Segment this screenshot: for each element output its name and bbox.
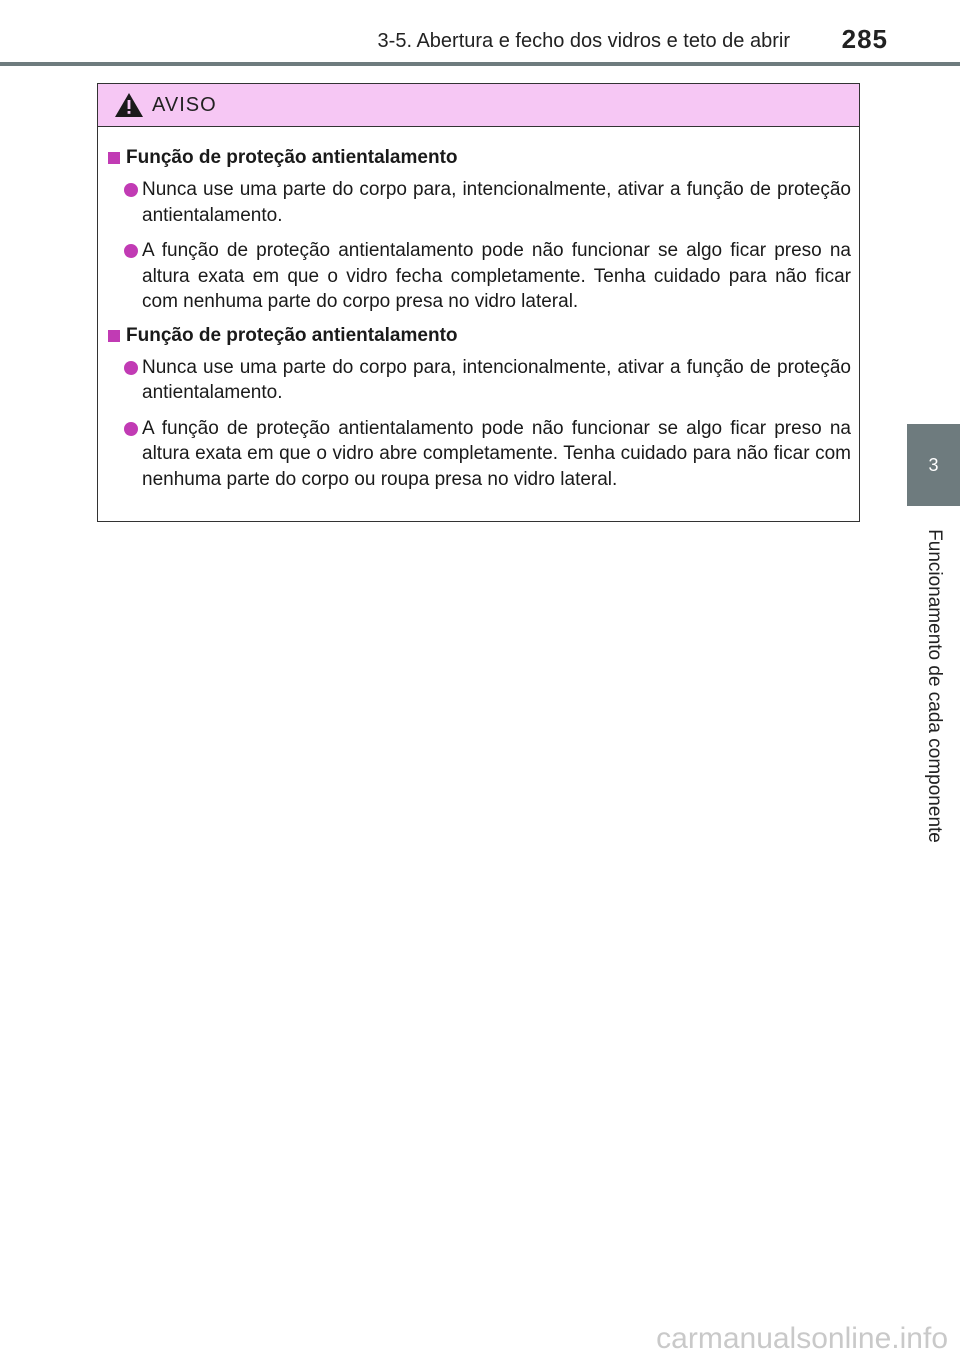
circle-bullet-icon: [124, 422, 138, 436]
header-divider: [0, 62, 960, 66]
section-title: 3-5. Abertura e fecho dos vidros e teto de abrir: [377, 30, 790, 52]
chapter-label: Funcionamento de cada componente: [924, 529, 945, 843]
section-heading: [108, 325, 851, 347]
warning-body: [98, 127, 859, 492]
page-number: 285: [841, 24, 888, 54]
watermark: carmanualsonline.info: [656, 1322, 948, 1355]
warning-triangle-icon: [114, 92, 144, 118]
warning-section: [108, 325, 851, 493]
circle-bullet-icon: [124, 361, 138, 375]
section-heading-text: Função de proteção antientalamento: [126, 147, 458, 168]
list-item-text: Nunca use uma parte do corpo para, intencionalmente, ativar a função de proteção antientalamento.: [142, 356, 851, 403]
list-item-text: A função de proteção antientalamento pode não funcionar se algo ficar preso na altura exata em que o vidro fecha completamente. Tenha cuidado para não ficar com nenhuma parte do corpo presa no vidro lateral.: [142, 240, 851, 312]
chapter-tab: [907, 424, 960, 506]
list-item-text: A função de proteção antientalamento pode não funcionar se algo ficar preso na altura exata em que o vidro abre completamente. Tenha cuidado para não ficar com nenhuma parte do corpo ou roupa presa no vidro lateral.: [142, 417, 851, 490]
chapter-number: 3: [928, 454, 939, 475]
square-bullet-icon: [108, 330, 120, 342]
circle-bullet-icon: [124, 244, 138, 258]
circle-bullet-icon: [124, 183, 138, 197]
list-item: [124, 238, 851, 315]
list-item: [124, 416, 851, 493]
warning-box: [97, 83, 860, 522]
section-heading-text: Função de proteção antientalamento: [126, 324, 458, 346]
section-heading: [108, 147, 851, 169]
warning-section: [108, 147, 851, 315]
list-item-text: Nunca use uma parte do corpo para, intencionalmente, ativar a função de proteção antientalamento.: [142, 179, 851, 226]
list-item: [124, 177, 851, 228]
warning-title: AVISO: [152, 93, 217, 116]
warning-header: [98, 84, 859, 127]
square-bullet-icon: [108, 152, 120, 164]
list-item: [124, 355, 851, 406]
